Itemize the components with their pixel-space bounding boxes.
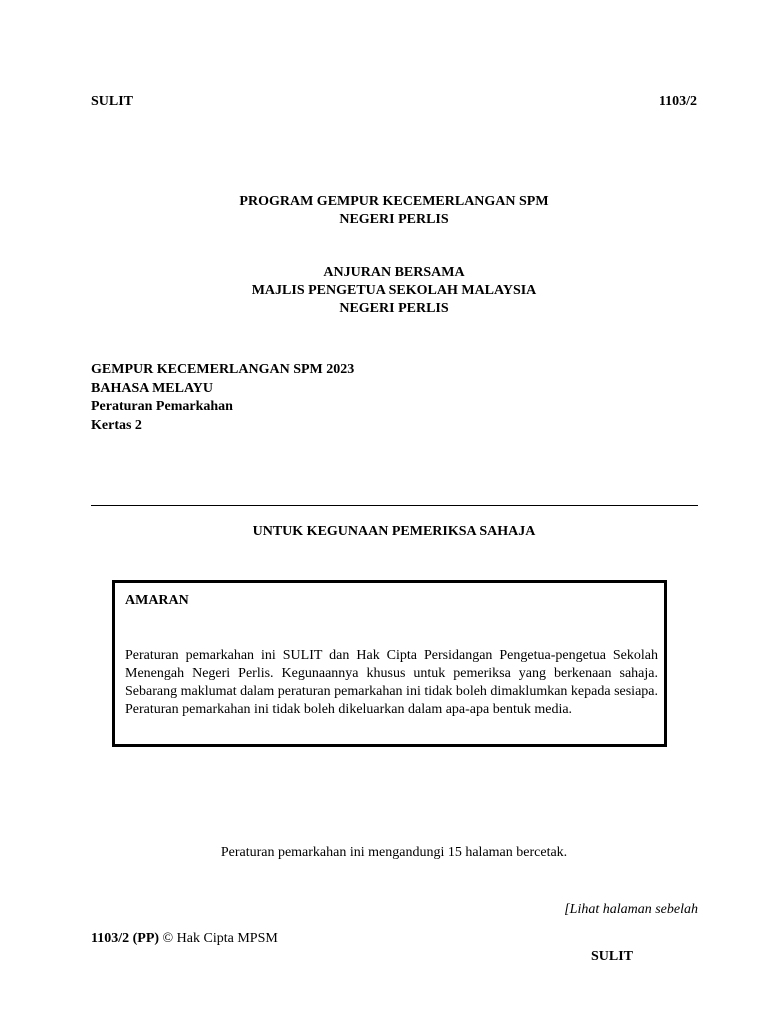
paper-info-block — [91, 361, 354, 435]
header-left-classification: SULIT — [91, 94, 134, 109]
organizer-line-1: ANJURAN BERSAMA — [323, 265, 465, 280]
program-title-block — [91, 193, 697, 229]
footer-copyright — [91, 931, 278, 947]
header-right-paper-code: 1103/2 — [658, 94, 697, 109]
program-title-line-1: PROGRAM GEMPUR KECEMERLANGAN SPM — [239, 194, 549, 209]
footer-copyright-text: © Hak Cipta MPSM — [162, 931, 278, 946]
page-count-note: Peraturan pemarkahan ini mengandungi 15 halaman bercetak. — [220, 845, 568, 860]
horizontal-divider — [91, 505, 698, 506]
warning-box — [112, 580, 667, 747]
footer-paper-code: 1103/2 (PP) — [91, 931, 160, 946]
organizer-line-3: NEGERI PERLIS — [339, 301, 449, 316]
paper-info-line-1: GEMPUR KECEMERLANGAN SPM 2023 — [91, 362, 355, 377]
paper-info-line-4: Kertas 2 — [91, 417, 142, 433]
warning-title: AMARAN — [125, 593, 189, 608]
organizer-block — [91, 264, 697, 318]
warning-text: Peraturan pemarkahan ini SULIT dan Hak Cipta Persidangan Pengetua-pengetua Sekolah Menengah Negeri Perlis. Kegunaannya khusus untuk pemeriksa yang berkenaan sahaja. Sebarang maklumat dalam peraturan pemarkahan ini tidak boleh dimaklumkan kepada sesiapa. Peraturan pemarkahan ini tidak boleh dikeluarkan dalam apa-apa bentuk media. — [125, 648, 658, 717]
next-page-note: [Lihat halaman sebelah — [564, 902, 698, 917]
paper-info-line-3: Peraturan Pemarkahan — [91, 399, 233, 414]
examiner-only-heading: UNTUK KEGUNAAN PEMERIKSA SAHAJA — [252, 524, 536, 539]
program-title-line-2: NEGERI PERLIS — [339, 212, 449, 227]
footer-classification: SULIT — [591, 949, 634, 964]
paper-info-line-2: BAHASA MELAYU — [91, 380, 214, 396]
organizer-line-2: MAJLIS PENGETUA SEKOLAH MALAYSIA — [251, 283, 537, 298]
